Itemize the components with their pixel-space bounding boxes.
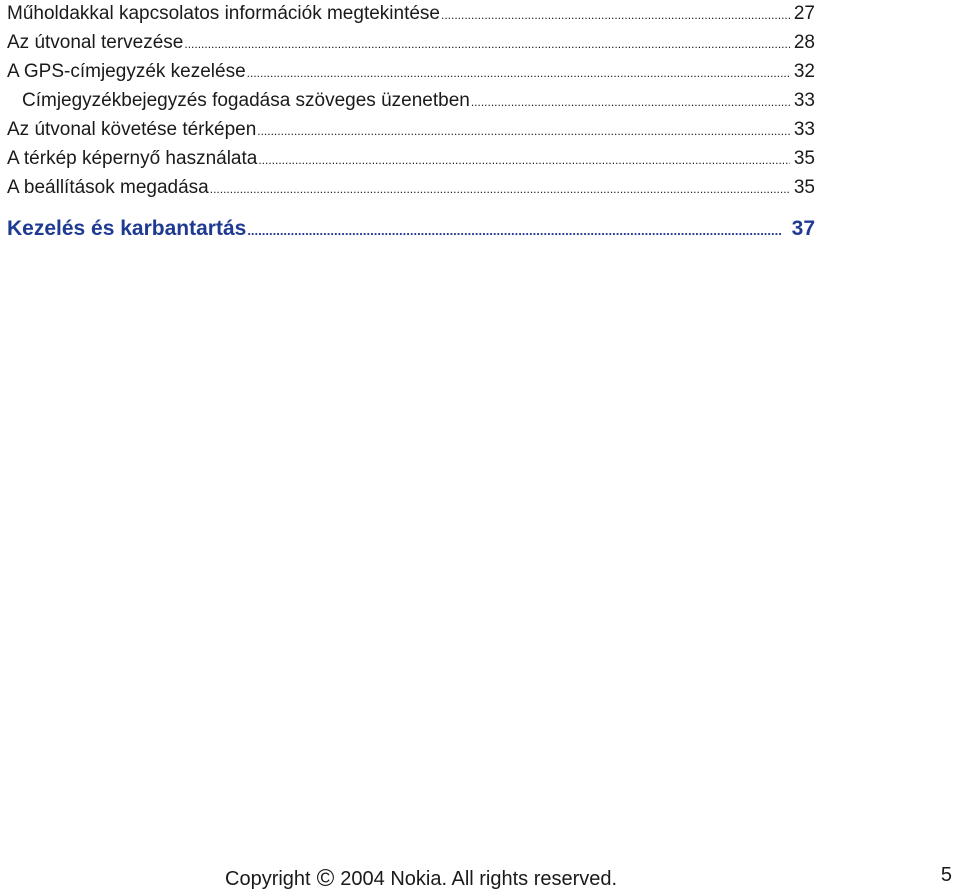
toc-entry-title: Az útvonal tervezése bbox=[7, 32, 184, 53]
toc-entry-title: Az útvonal követése térképen bbox=[7, 119, 257, 140]
toc-entry-page: 35 bbox=[793, 177, 815, 198]
toc-entry-page: 28 bbox=[793, 32, 815, 53]
toc-entry[interactable] bbox=[7, 0, 815, 29]
copyright-notice bbox=[225, 864, 617, 892]
toc-entry[interactable] bbox=[7, 145, 815, 174]
toc-entry-page: 27 bbox=[793, 3, 815, 24]
toc-entry-title: A beállítások megadása bbox=[7, 177, 209, 198]
toc-dot-leader bbox=[210, 176, 790, 203]
toc-entry-page: 32 bbox=[793, 61, 815, 82]
toc-dot-leader bbox=[247, 216, 782, 245]
page-footer bbox=[0, 862, 960, 892]
toc-entry[interactable] bbox=[7, 116, 815, 145]
toc-dot-leader bbox=[184, 31, 790, 58]
toc-dot-leader bbox=[257, 118, 790, 145]
copyright-icon: © bbox=[316, 865, 335, 892]
copyright-word: Copyright bbox=[225, 868, 311, 890]
toc-entry-page: 35 bbox=[793, 148, 815, 169]
toc-entry-title: A GPS-címjegyzék kezelése bbox=[7, 61, 246, 82]
toc-dot-leader bbox=[441, 2, 790, 29]
toc-dot-leader bbox=[258, 147, 790, 174]
copyright-text: 2004 Nokia. All rights reserved. bbox=[340, 868, 618, 890]
table-of-contents bbox=[7, 0, 815, 245]
toc-entry[interactable] bbox=[7, 29, 815, 58]
toc-dot-leader bbox=[471, 89, 790, 116]
toc-entry[interactable] bbox=[7, 174, 815, 203]
toc-entry-title: A térkép képernyő használata bbox=[7, 148, 258, 169]
toc-entry-title: Műholdakkal kapcsolatos információk megtekintése bbox=[7, 3, 440, 24]
toc-entry-page: 33 bbox=[793, 90, 815, 111]
toc-entry[interactable] bbox=[7, 58, 815, 87]
toc-subentry[interactable] bbox=[7, 87, 815, 116]
toc-section-heading[interactable] bbox=[7, 214, 815, 245]
toc-section-title: Kezelés és karbantartás bbox=[7, 217, 247, 240]
toc-dot-leader bbox=[247, 60, 790, 87]
page-number: 5 bbox=[940, 864, 952, 886]
toc-entry-page: 33 bbox=[793, 119, 815, 140]
toc-section-page: 37 bbox=[791, 217, 815, 240]
toc-entry-title: Címjegyzékbejegyzés fogadása szöveges üzenetben bbox=[22, 90, 470, 111]
